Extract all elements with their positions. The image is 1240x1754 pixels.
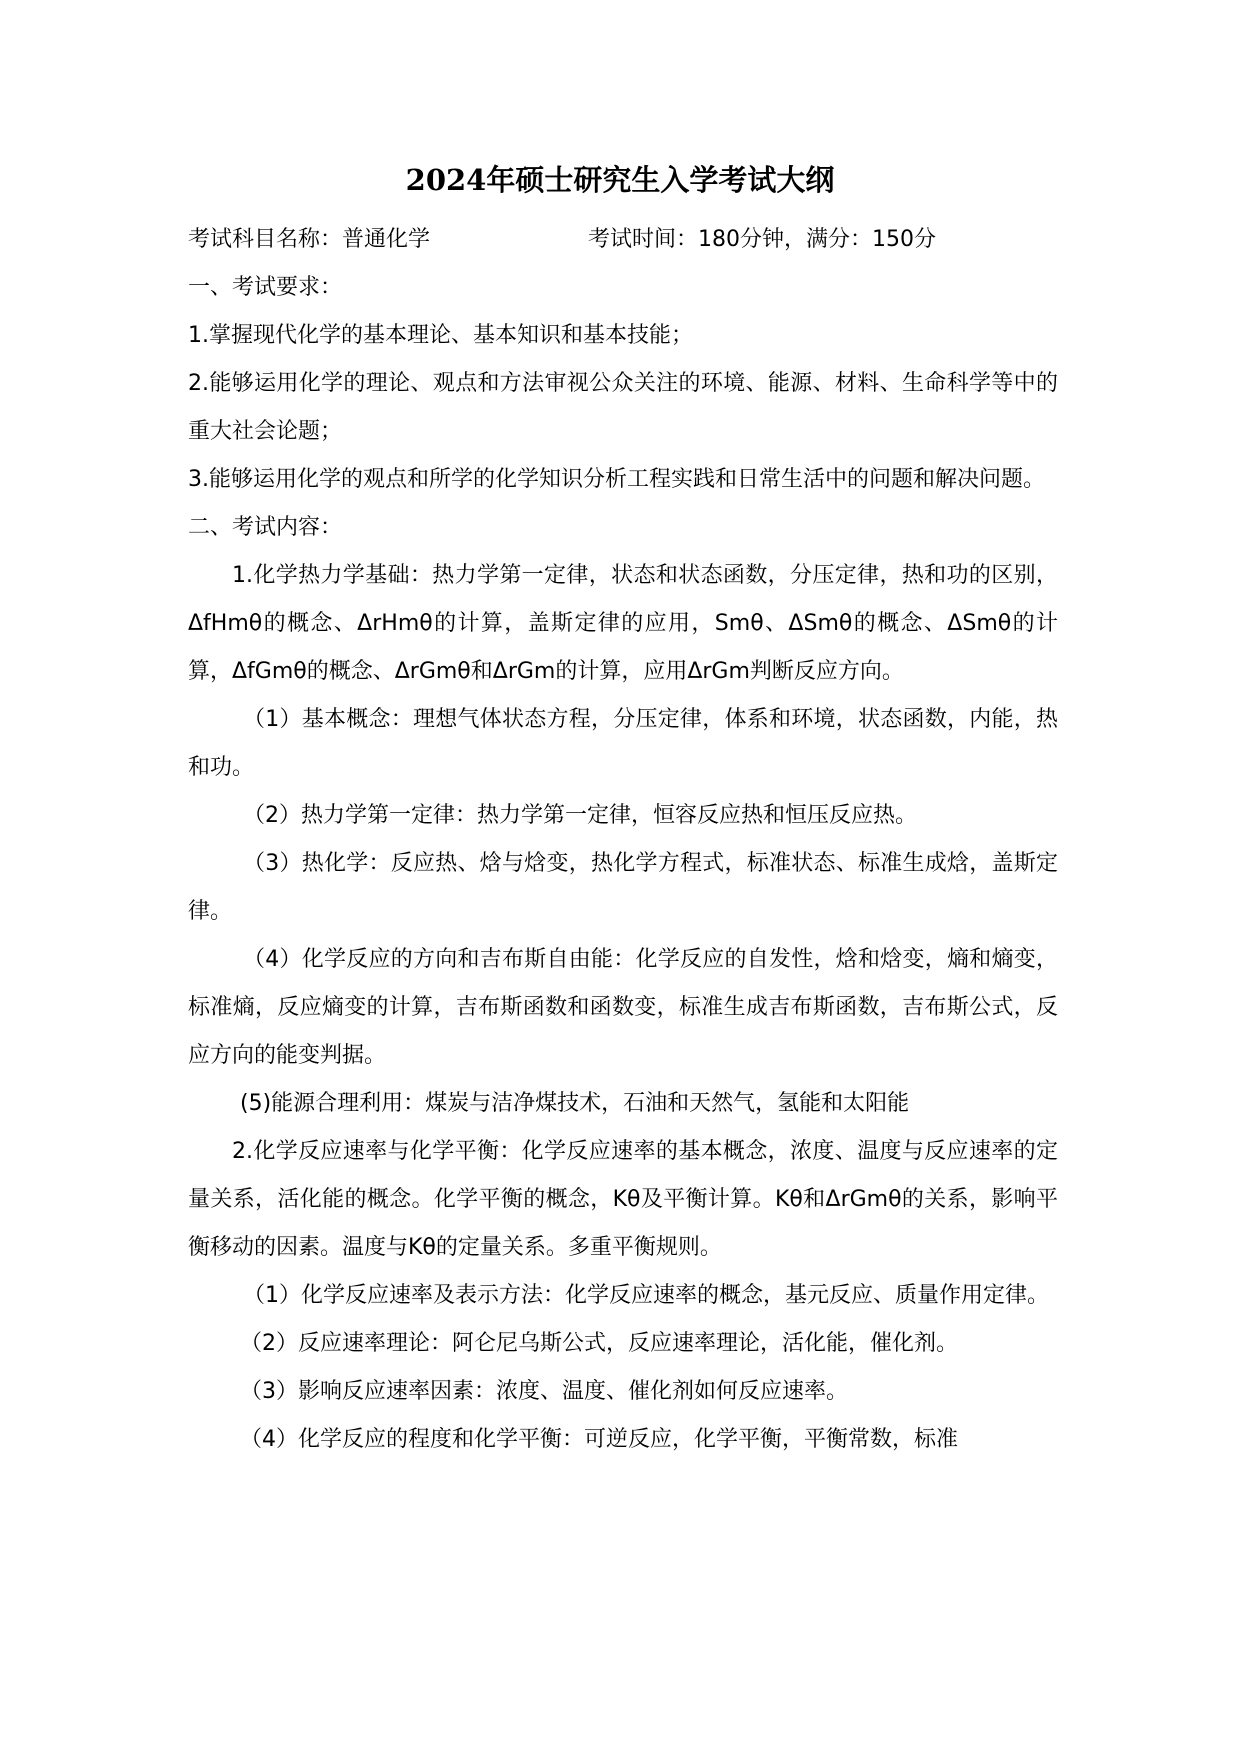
exam-meta: [188, 216, 1058, 264]
exam-time-score: 考试时间：180分钟，满分：150分: [588, 227, 936, 252]
content-subitem: （3）影响反应速率因素：浓度、温度、催化剂如何反应速率。: [240, 1379, 848, 1404]
content-subitem: （2）反应速率理论：阿仑尼乌斯公式，反应速率理论，活化能，催化剂。: [240, 1331, 958, 1356]
requirement-item: 3.能够运用化学的观点和所学的化学知识分析工程实践和日常生活中的问题和解决问题。: [188, 467, 1045, 492]
content-subitem: （4）化学反应的程度和化学平衡：可逆反应，化学平衡，平衡常数，标准: [240, 1427, 958, 1452]
content-subitem: （1）基本概念：理想气体状态方程，分压定律，体系和环境，状态函数，内能，热和功。: [188, 707, 1058, 780]
document-title: 2024年硕士研究生入学考试大纲: [405, 163, 835, 197]
requirement-item: 2.能够运用化学的理论、观点和方法审视公众关注的环境、能源、材料、生命科学等中的重大社会论题；: [188, 371, 1058, 444]
section-heading: 一、考试要求：: [188, 275, 343, 300]
document-body: [188, 216, 1058, 1464]
content-subitem: （2）热力学第一定律：热力学第一定律，恒容反应热和恒压反应热。: [243, 803, 917, 828]
content-subitem: (5)能源合理利用：煤炭与洁净煤技术，石油和天然气，氢能和太阳能: [240, 1091, 910, 1116]
content-subitem: （1）化学反应速率及表示方法：化学反应速率的概念，基元反应、质量作用定律。: [243, 1283, 1049, 1308]
exam-subject: 考试科目名称：普通化学: [188, 227, 431, 252]
content-paragraph: 1.化学热力学基础：热力学第一定律，状态和状态函数，分压定律，热和功的区别，ΔfHmθ的概念、ΔrHmθ的计算，盖斯定律的应用，Smθ、ΔSmθ的概念、ΔSmθ的计算，ΔfGmθ的概念、ΔrGmθ和ΔrGm的计算，应用ΔrGm判断反应方向。: [188, 563, 1058, 684]
section-heading: 二、考试内容：: [188, 515, 343, 540]
content-subitem: （3）热化学：反应热、焓与焓变，热化学方程式，标准状态、标准生成焓，盖斯定律。: [188, 851, 1058, 924]
requirement-item: 1.掌握现代化学的基本理论、基本知识和基本技能；: [188, 323, 693, 348]
content-paragraph: 2.化学反应速率与化学平衡：化学反应速率的基本概念，浓度、温度与反应速率的定量关系，活化能的概念。化学平衡的概念，Kθ及平衡计算。Kθ和ΔrGmθ的关系，影响平衡移动的因素。温度与Kθ的定量关系。多重平衡规则。: [188, 1139, 1058, 1260]
content-subitem: （4）化学反应的方向和吉布斯自由能：化学反应的自发性，焓和焓变，熵和熵变，标准熵，反应熵变的计算，吉布斯函数和函数变，标准生成吉布斯函数，吉布斯公式，反应方向的能变判据。: [188, 947, 1058, 1068]
